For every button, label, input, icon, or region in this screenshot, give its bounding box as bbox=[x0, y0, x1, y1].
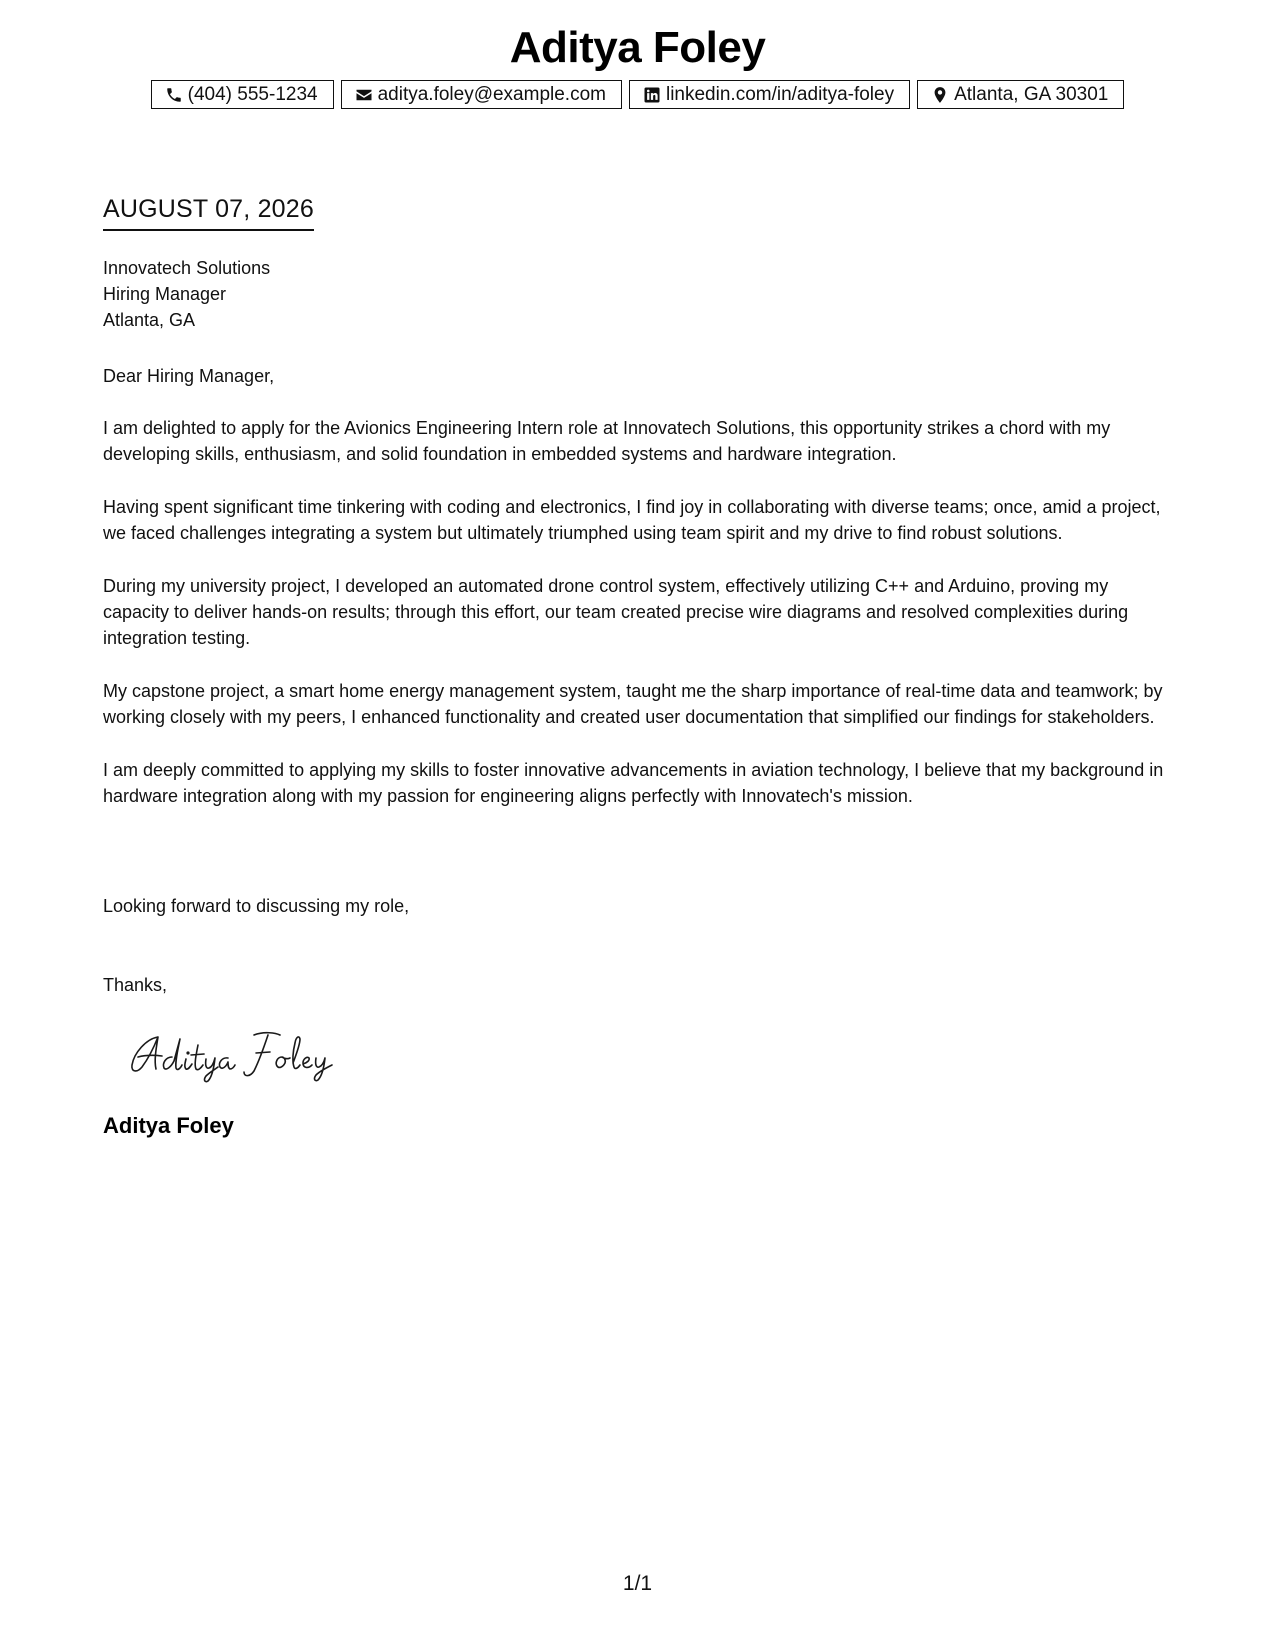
contact-email-text: aditya.foley@example.com bbox=[377, 84, 606, 105]
letter-body bbox=[103, 415, 1178, 836]
recipient-block bbox=[103, 255, 270, 333]
body-paragraph: I am deeply committed to applying my skills to foster innovative advancements in aviation technology, I believe that my background in hardware integration along with my passion for engineering aligns perfectly with Innovatech's mission. bbox=[103, 760, 1164, 806]
recipient-company: Innovatech Solutions bbox=[103, 258, 271, 278]
handwritten-signature bbox=[128, 1025, 348, 1085]
contact-phone bbox=[151, 80, 334, 109]
signoff: Thanks, bbox=[103, 975, 168, 995]
signer-name: Aditya Foley bbox=[103, 1113, 234, 1138]
contact-bar bbox=[0, 80, 1275, 109]
contact-email bbox=[341, 80, 622, 109]
contact-phone-text: (404) 555-1234 bbox=[187, 84, 318, 105]
letter-date: AUGUST 07, 2026 bbox=[103, 193, 314, 231]
recipient-location: Atlanta, GA bbox=[103, 310, 196, 330]
salutation: Dear Hiring Manager, bbox=[103, 366, 275, 386]
linkedin-icon bbox=[643, 86, 661, 104]
contact-location-text: Atlanta, GA 30301 bbox=[954, 84, 1109, 105]
phone-icon bbox=[165, 86, 183, 104]
contact-linkedin-text: linkedin.com/in/aditya-foley bbox=[665, 84, 895, 105]
envelope-icon bbox=[355, 86, 373, 104]
body-paragraph: I am delighted to apply for the Avionics Engineering Intern role at Innovatech Solutions, this opportunity strikes a chord with my developing skills, enthusiasm, and solid foundation in embedded systems and hardware integration. bbox=[103, 418, 1111, 464]
body-paragraph: During my university project, I developed an automated drone control system, effectively utilizing C++ and Arduino, proving my capacity to deliver hands-on results; through this effort, our team created precise wire diagrams and resolved complexities during integration testing. bbox=[103, 576, 1129, 648]
closing-line: Looking forward to discussing my role, bbox=[103, 896, 410, 916]
recipient-title: Hiring Manager bbox=[103, 284, 227, 304]
contact-location bbox=[917, 80, 1124, 109]
page-number: 1/1 bbox=[622, 1572, 653, 1595]
body-paragraph: Having spent significant time tinkering with coding and electronics, I find joy in collaborating with diverse teams; once, amid a project, we faced challenges integrating a system but ultimately triumphed using team spirit and my drive to find robust solutions. bbox=[103, 497, 1161, 543]
contact-linkedin bbox=[629, 80, 910, 109]
body-paragraph: My capstone project, a smart home energy management system, taught me the sharp importance of real-time data and teamwork; by working closely with my peers, I enhanced functionality and created user documentation that simplified our findings for stakeholders. bbox=[103, 681, 1163, 727]
applicant-name: Aditya Foley bbox=[509, 23, 766, 72]
location-pin-icon bbox=[931, 86, 949, 104]
